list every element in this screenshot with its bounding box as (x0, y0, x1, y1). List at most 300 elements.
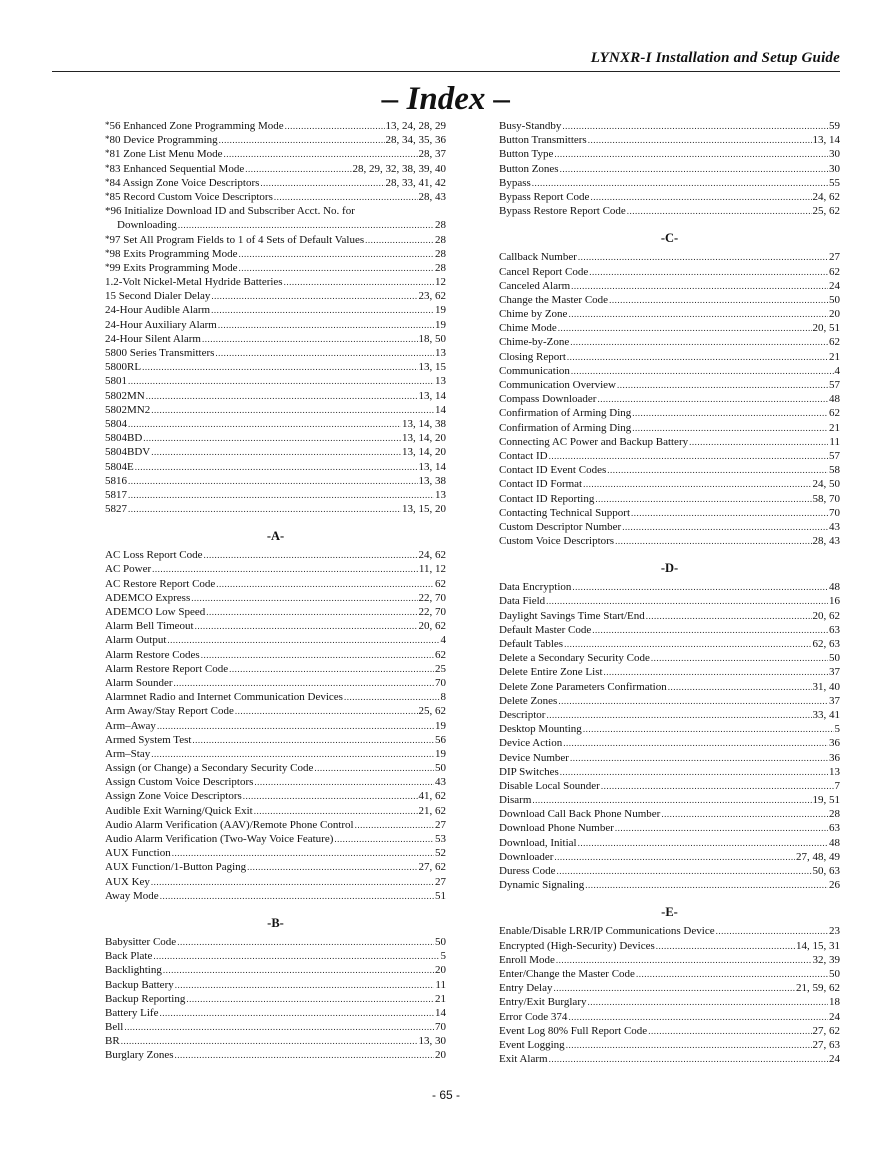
asterisk-mark: * (105, 148, 110, 159)
index-entry[interactable] (105, 332, 446, 346)
index-entry[interactable] (499, 594, 840, 608)
index-entry-text: Audible Exit Warning/Quick Exit (105, 804, 253, 817)
index-entry-pages: 23, 62 (418, 290, 446, 303)
index-entry[interactable] (499, 119, 840, 133)
index-entry[interactable] (499, 722, 840, 736)
dot-leader (532, 793, 811, 807)
index-entry[interactable] (105, 818, 446, 832)
index-entry[interactable] (105, 318, 446, 332)
index-entry[interactable] (105, 502, 446, 516)
index-entry-pages: 27 (435, 875, 446, 888)
index-entry-pages: 23 (829, 925, 840, 938)
index-entry[interactable] (499, 378, 840, 392)
index-entry[interactable] (499, 435, 840, 449)
index-entry[interactable] (499, 176, 840, 190)
index-entry[interactable] (105, 719, 446, 733)
index-entry-term (499, 779, 600, 793)
index-entry[interactable] (105, 846, 446, 860)
index-entry-pages: 51 (435, 889, 446, 902)
dot-leader (355, 818, 434, 832)
index-entry-term (105, 789, 242, 803)
index-entry[interactable] (499, 335, 840, 349)
index-entry-term (105, 818, 354, 832)
index-entry-text: Assign (or Change) a Secondary Security Code (105, 762, 314, 775)
index-entry-term (499, 580, 571, 594)
dot-leader (201, 648, 434, 662)
index-entry-pages: 24, 62 (812, 190, 840, 203)
index-entry[interactable] (499, 623, 840, 637)
index-entry[interactable] (105, 875, 446, 889)
index-entry-term (105, 648, 200, 662)
index-entry-term (499, 392, 596, 406)
index-entry[interactable] (499, 1010, 840, 1024)
index-entry[interactable] (105, 346, 446, 360)
index-entry[interactable] (105, 733, 446, 747)
index-entry-pages: 13, 24, 28, 29 (385, 120, 446, 132)
index-entry-term (117, 218, 177, 232)
index-entry[interactable] (499, 406, 840, 420)
index-entry-text: Custom Voice Descriptors (499, 535, 615, 548)
index-entry-text: Entry/Exit Burglary (499, 996, 587, 1009)
index-entry-pages: 52 (435, 847, 446, 860)
index-entry-pages: 13, 14, 38 (402, 417, 446, 430)
index-entry-pages: 13 (435, 347, 446, 359)
index-entry-term (499, 736, 562, 750)
index-entry-text: Delete Zones (499, 694, 558, 707)
index-entry[interactable] (105, 261, 446, 275)
dot-leader (344, 690, 440, 704)
dot-leader (175, 1048, 434, 1062)
index-entry-text: Backup Battery (105, 978, 174, 991)
index-entry[interactable] (105, 690, 446, 704)
index-entry-text: Dynamic Signaling (499, 879, 585, 892)
index-entry-term (105, 963, 162, 977)
index-entry[interactable] (105, 992, 446, 1006)
index-entry[interactable] (105, 1034, 446, 1048)
index-entry[interactable] (105, 562, 446, 576)
index-entry[interactable] (499, 864, 840, 878)
index-entry-term (105, 775, 253, 789)
index-entry[interactable] (499, 250, 840, 264)
index-entry-term (499, 665, 603, 679)
dot-leader (590, 190, 811, 204)
index-entry-term (499, 133, 587, 147)
index-entry[interactable] (105, 488, 446, 502)
index-entry-pages: 28 (435, 233, 446, 246)
index-entry-term (499, 623, 591, 637)
dot-leader (314, 761, 434, 775)
index-entry[interactable] (499, 609, 840, 623)
index-entry[interactable] (105, 804, 446, 818)
index-entry-text: Daylight Savings Time Start/End (499, 609, 645, 622)
dot-leader (532, 176, 828, 190)
index-entry-term (499, 250, 577, 264)
index-entry[interactable] (499, 751, 840, 765)
index-entry[interactable] (105, 133, 446, 147)
index-entry-term (105, 992, 185, 1006)
index-entry[interactable] (499, 793, 840, 807)
index-entry[interactable] (105, 704, 446, 718)
index-entry-text: Alarm Sounder (105, 676, 173, 689)
index-entry[interactable] (499, 133, 840, 147)
index-entry-pages: 13, 38 (418, 474, 446, 487)
dot-leader (595, 492, 811, 506)
index-entry[interactable] (105, 577, 446, 591)
dot-leader (247, 860, 417, 874)
index-entry-term (499, 836, 577, 850)
index-entry[interactable] (499, 204, 840, 218)
index-entry-term (499, 722, 582, 736)
index-entry-pages: 28, 37 (418, 148, 446, 161)
index-entry[interactable] (499, 477, 840, 491)
dot-leader (583, 722, 834, 736)
dot-leader (235, 704, 418, 718)
dot-leader (597, 392, 828, 406)
index-entry-text: Assign Zone Voice Descriptors (105, 790, 242, 803)
index-entry-text: 15 Second Dialer Delay (105, 290, 211, 303)
index-entry[interactable] (499, 924, 840, 938)
index-entry-text: AUX Function (105, 847, 171, 860)
index-entry[interactable] (499, 321, 840, 335)
index-entry-text: Duress Code (499, 865, 556, 877)
dot-leader (589, 265, 828, 279)
index-entry[interactable] (499, 708, 840, 722)
index-entry-text: Data Field (499, 595, 546, 608)
index-entry[interactable] (105, 978, 446, 992)
index-entry[interactable] (105, 162, 446, 176)
index-entry-term (105, 233, 364, 247)
index-entry[interactable] (499, 736, 840, 750)
index-entry-pages: 8 (440, 691, 446, 704)
index-entry-term (499, 492, 594, 506)
index-entry[interactable] (105, 233, 446, 247)
index-entry-text: Delete Zone Parameters Confirmation (499, 680, 667, 693)
index-entry[interactable] (105, 431, 446, 445)
index-entry[interactable] (105, 648, 446, 662)
index-entry-term (499, 609, 645, 623)
index-entry-term (105, 360, 141, 374)
dot-leader (135, 460, 418, 474)
index-entry-text: Communication Overview (499, 379, 617, 391)
index-entry-text: 5802MN (105, 389, 145, 402)
index-entry[interactable] (105, 360, 446, 374)
index-entry-pages: 13 (829, 765, 840, 778)
index-entry-pages: 37 (829, 666, 840, 679)
index-entry[interactable] (499, 162, 840, 176)
index-entry-term (105, 133, 218, 147)
index-entry[interactable] (105, 662, 446, 676)
index-entry-term (499, 878, 584, 892)
dot-leader (716, 924, 828, 938)
index-entry[interactable] (499, 364, 840, 378)
index-entry-text: Assign Custom Voice Descriptors (105, 776, 254, 789)
index-entry-text: Armed System Test (105, 733, 192, 746)
index-entry-term (499, 708, 545, 722)
dot-leader (284, 275, 434, 289)
index-entry[interactable] (105, 403, 446, 417)
index-entry-pages: 31, 40 (812, 680, 840, 693)
index-entry-text: 80 Device Programming (109, 134, 218, 147)
index-entry-pages: 26 (829, 879, 840, 892)
index-entry[interactable] (105, 445, 446, 459)
dot-leader (152, 562, 418, 576)
dot-leader (146, 389, 418, 403)
dot-leader (159, 1006, 434, 1020)
dot-leader (124, 1020, 434, 1034)
index-entry[interactable] (499, 821, 840, 835)
index-entry[interactable] (105, 832, 446, 846)
dot-leader (578, 250, 828, 264)
dot-leader (578, 836, 828, 850)
index-entry-term (499, 435, 688, 449)
dot-leader (216, 577, 434, 591)
dot-leader (646, 609, 812, 623)
dot-leader (689, 435, 828, 449)
index-entry-pages: 7 (834, 779, 840, 792)
index-entry[interactable] (105, 591, 446, 605)
dot-leader (560, 162, 828, 176)
index-entry-text: Chime Mode (499, 322, 557, 335)
index-entry-term (105, 935, 176, 949)
index-entry-term (105, 949, 152, 963)
index-entry-pages: 20 (435, 964, 446, 977)
index-entry[interactable] (499, 492, 840, 506)
dot-leader (211, 289, 417, 303)
index-entry-term (105, 690, 343, 704)
index-entry-text: Default Tables (499, 638, 564, 650)
index-entry-pages: 32, 39 (812, 953, 840, 966)
index-entry-term (105, 633, 166, 647)
index-entry[interactable] (499, 995, 840, 1009)
index-entry-pages: 24 (829, 1010, 840, 1023)
index-entry-text: AC Loss Report Code (105, 549, 203, 562)
index-entry-pages: 16 (829, 595, 840, 608)
dot-leader (143, 431, 401, 445)
index-entry-pages: 63 (829, 822, 840, 835)
index-entry[interactable] (105, 204, 446, 218)
dot-leader (572, 580, 828, 594)
index-entry[interactable] (499, 293, 840, 307)
index-entry-pages: 36 (829, 751, 840, 764)
index-entry[interactable] (499, 665, 840, 679)
dot-leader (651, 651, 828, 665)
index-entry[interactable] (499, 637, 840, 651)
index-entry[interactable] (499, 421, 840, 435)
index-entry[interactable] (105, 949, 446, 963)
index-entry[interactable] (105, 417, 446, 431)
index-entry[interactable] (105, 374, 446, 388)
index-entry[interactable] (105, 1048, 446, 1062)
index-entry-term (499, 694, 557, 708)
index-entry[interactable] (499, 939, 840, 953)
index-entry[interactable] (499, 953, 840, 967)
index-entry-text: 81 Zone List Menu Mode (109, 148, 223, 161)
index-entry-term (105, 289, 210, 303)
index-entry[interactable] (105, 460, 446, 474)
index-entry[interactable] (499, 534, 840, 548)
index-entry[interactable] (105, 889, 446, 903)
index-entry[interactable] (499, 850, 840, 864)
index-entry[interactable] (105, 619, 446, 633)
dot-leader (568, 307, 828, 321)
index-entry[interactable] (499, 279, 840, 293)
index-entry-text: Cancel Report Code (499, 265, 589, 278)
index-entry-pages: 19 (435, 719, 446, 732)
index-entry[interactable] (105, 474, 446, 488)
dot-leader (570, 335, 828, 349)
index-entry-term (105, 431, 142, 445)
index-entry[interactable] (499, 307, 840, 321)
index-entry[interactable] (105, 1006, 446, 1020)
index-entry-term (499, 534, 614, 548)
index-entry[interactable] (105, 1020, 446, 1034)
index-entry[interactable] (105, 147, 446, 161)
index-entry[interactable] (105, 789, 446, 803)
index-entry[interactable] (499, 779, 840, 793)
index-entry[interactable] (499, 350, 840, 364)
index-entry[interactable] (499, 1038, 840, 1052)
index-entry[interactable] (105, 275, 446, 289)
dot-leader (163, 963, 434, 977)
index-entry-text: 5816 (105, 474, 127, 487)
dot-leader (648, 1024, 811, 1038)
index-entry-text: Default Master Code (499, 623, 592, 636)
index-entry[interactable] (105, 119, 446, 133)
index-entry[interactable] (105, 247, 446, 261)
index-entry-term (105, 978, 174, 992)
index-entry[interactable] (499, 680, 840, 694)
index-entry-text: Backlighting (105, 964, 162, 977)
index-entry[interactable] (105, 548, 446, 562)
index-entry-pages: 58, 70 (812, 492, 840, 505)
index-entry[interactable] (105, 935, 446, 949)
index-entry-term (499, 651, 650, 665)
index-entry[interactable] (105, 303, 446, 317)
index-entry-pages: 13, 14 (418, 389, 446, 402)
index-entry[interactable] (105, 218, 446, 232)
index-entry[interactable] (105, 289, 446, 303)
index-entry-pages: 24 (829, 279, 840, 292)
index-entry-pages: 5 (834, 723, 840, 736)
index-entry-text: Custom Descriptor Number (499, 520, 622, 533)
dot-leader (334, 832, 434, 846)
dot-leader (636, 967, 828, 981)
index-entry-pages: 21, 62 (418, 804, 446, 817)
index-entry-term (105, 247, 238, 261)
dot-leader (167, 633, 439, 647)
index-entry-pages: 28 (435, 219, 446, 232)
index-entry[interactable] (105, 176, 446, 190)
index-entry-term (105, 1048, 174, 1062)
index-entry-pages: 25, 62 (418, 705, 446, 718)
index-entry[interactable] (499, 506, 840, 520)
index-entry[interactable] (499, 807, 840, 821)
index-entry[interactable] (105, 605, 446, 619)
index-entry-term (499, 1052, 548, 1066)
index-entry[interactable] (499, 878, 840, 892)
index-entry[interactable] (499, 1052, 840, 1066)
index-entry[interactable] (105, 190, 446, 204)
index-entry-pages: 48 (829, 836, 840, 849)
dot-leader (615, 534, 811, 548)
index-entry-term (499, 953, 555, 967)
index-entry[interactable] (105, 633, 446, 647)
index-entry[interactable] (105, 775, 446, 789)
index-entry-pages: 11 (829, 435, 840, 448)
index-entry[interactable] (499, 449, 840, 463)
index-entry[interactable] (105, 860, 446, 874)
index-entry[interactable] (499, 836, 840, 850)
index-entry[interactable] (499, 1024, 840, 1038)
index-entry-pages: 50 (829, 967, 840, 980)
index-entry[interactable] (499, 694, 840, 708)
index-entry[interactable] (105, 761, 446, 775)
dot-leader (177, 935, 434, 949)
index-entry-pages: 48 (829, 393, 840, 406)
index-entry[interactable] (105, 747, 446, 761)
index-entry-term (499, 850, 553, 864)
index-entry[interactable] (499, 463, 840, 477)
index-entry-term (499, 119, 561, 133)
index-entry[interactable] (499, 765, 840, 779)
index-entry-text: 5817 (105, 488, 127, 501)
index-entry-pages: 12 (435, 276, 446, 289)
index-entry-pages: 59 (829, 120, 840, 132)
index-entry-text: Entry Delay (499, 982, 553, 995)
index-entry-pages: 5 (440, 950, 446, 963)
index-entry-text: Download, Initial (499, 836, 577, 849)
dot-leader (564, 637, 811, 651)
index-entry-term (105, 662, 228, 676)
index-entry[interactable] (499, 190, 840, 204)
index-entry[interactable] (105, 963, 446, 977)
index-entry[interactable] (499, 967, 840, 981)
index-entry-term (499, 307, 567, 321)
index-entry-pages: 11, 12 (418, 563, 446, 576)
index-entry-pages: 13, 15 (418, 361, 446, 374)
index-entry[interactable] (499, 981, 840, 995)
index-entry[interactable] (499, 392, 840, 406)
index-entry-text: 1.2-Volt Nickel-Metal Hydride Batteries (105, 276, 283, 289)
index-entry-term (499, 680, 667, 694)
index-entry[interactable] (499, 651, 840, 665)
index-entry-pages: 28 (435, 261, 446, 274)
index-entry-text: Arm–Stay (105, 747, 151, 760)
dot-leader (191, 591, 417, 605)
index-entry-text: 5804E (105, 460, 134, 473)
index-entry-pages: 22, 70 (418, 606, 446, 618)
header-title: LYNXR-I Installation and Setup Guide (590, 50, 840, 66)
index-entry-term (499, 335, 569, 349)
index-entry[interactable] (499, 147, 840, 161)
index-entry-pages: 19 (435, 318, 446, 331)
dot-leader (203, 548, 417, 562)
dot-leader (153, 949, 439, 963)
dot-leader (617, 378, 828, 392)
index-entry[interactable] (499, 520, 840, 534)
index-entry-term (105, 1006, 158, 1020)
index-entry-text: Enter/Change the Master Code (499, 967, 635, 980)
index-entry[interactable] (105, 676, 446, 690)
index-entry-term (499, 321, 557, 335)
dot-leader (632, 406, 828, 420)
index-entry-term (499, 807, 660, 821)
index-entry[interactable] (105, 389, 446, 403)
index-entry[interactable] (499, 265, 840, 279)
index-entry[interactable] (499, 580, 840, 594)
index-entry-text: Closing Report (499, 350, 566, 363)
dot-leader (571, 279, 828, 293)
